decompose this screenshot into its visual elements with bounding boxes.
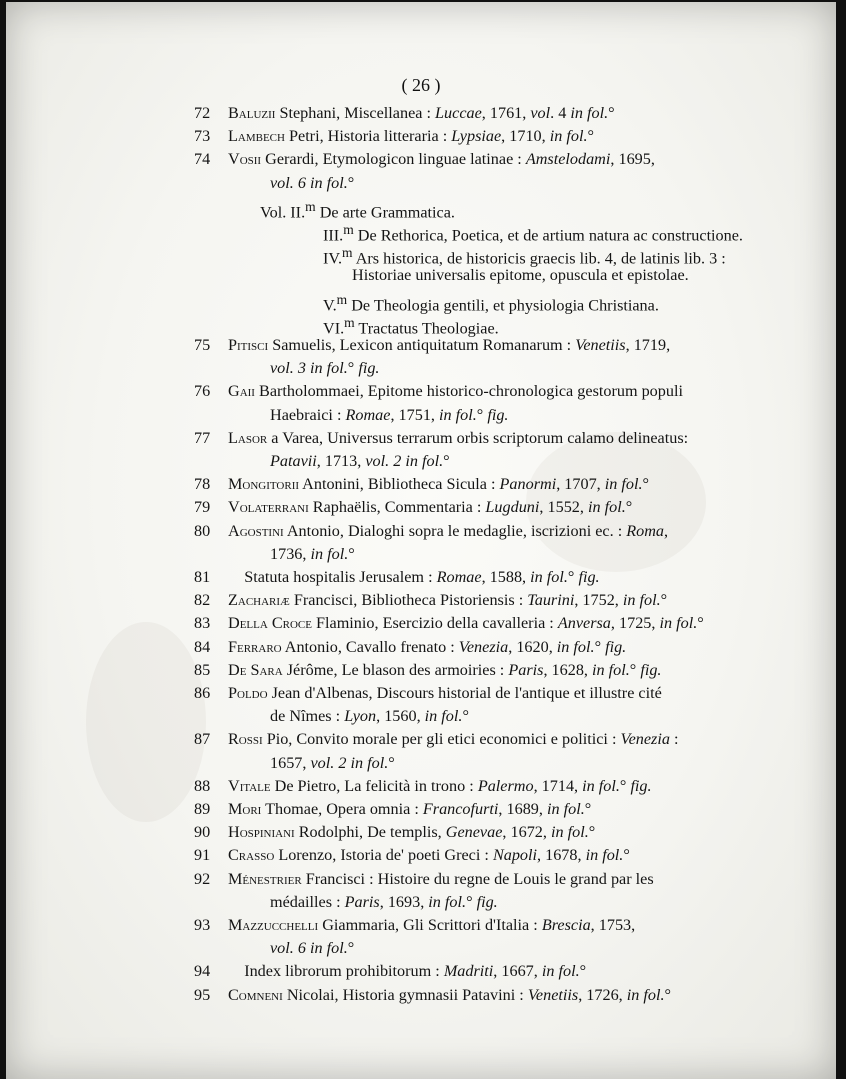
entry-number: 91 [194,846,211,865]
entry-number: 95 [194,985,211,1004]
entry-continuation: 1736, in fol.° [270,544,355,563]
entry-text: Mazzucchelli Giammaria, Gli Scrittori d'Italia : Brescia, 1753, [228,916,636,934]
page-number: ( 26 ) [401,75,441,95]
entry-number: 81 [194,568,211,586]
entry-continuation: Haebraici : Romae, 1751, in fol.° fig. [270,405,509,424]
entry-continuation: médailles : Paris, 1693, in fol.° fig. [270,892,498,911]
entry-number: 92 [194,869,211,888]
catalogue-entry [6,960,836,983]
entry-number: 89 [194,800,211,818]
entry-text: Volaterrani Raphaëlis, Commentaria : Lugduni, 1552, in fol.° [228,498,633,517]
entry-number: 87 [194,730,211,749]
catalogue-entry [6,473,836,496]
entry-text: Crasso Lorenzo, Istoria de' poeti Greci : Napoli, 1678, in fol.° [228,846,630,865]
entry-text: Vosii Gerardi, Etymologicon linguae latinae : Amstelodami, 1695, [228,150,655,169]
catalogue-entry [6,380,836,424]
entry-number: 76 [194,382,211,401]
entry-text: Gaii Bartholommaei, Epitome historico-chronologica gestorum populi [228,382,683,401]
entry-continuation: vol. 3 in fol.° fig. [270,359,380,378]
entry-continuation: de Nîmes : Lyon, 1560, in fol.° [270,707,469,726]
catalogue-entry [6,148,836,192]
entry-continuation: 1657, vol. 2 in fol.° [270,753,395,772]
entry-text: Comneni Nicolai, Historia gymnasii Patavini : Venetiis, 1726, in fol.° [228,985,672,1004]
volume-contents-line: Vol. II.$^m$ De arte Grammatica. [260,198,455,222]
entry-number: 85 [194,660,211,679]
entry-text: Index librorum prohibitorum : Madriti, 1667, in fol.° [228,962,587,981]
entry-number: 75 [194,336,211,354]
entry-text: De Sara Jérôme, Le blason des armoiries : Paris, 1628, in fol.° fig. [228,660,662,679]
entry-number: 78 [194,475,211,494]
catalogue-entry [6,775,836,798]
catalogue-entry [6,241,836,268]
entry-continuation: Patavii, 1713, vol. 2 in fol.° [270,451,450,470]
entry-number: 83 [194,614,211,633]
catalogue-entry [6,914,836,958]
entry-text: Agostini Antonio, Dialoghi sopra le medaglie, iscrizioni ec. : Roma, [228,521,669,540]
volume-contents-line: IV.$^m$ Ars historica, de historicis graecis lib. 4, de latinis lib. 3 : [323,245,726,268]
entry-text: Pitisci Samuelis, Lexicon antiquitatum Romanarum : Venetiis, 1719, [228,336,671,354]
catalogue-entry [6,984,836,1007]
entry-number: 79 [194,498,211,517]
volume-contents-line: III.$^m$ De Rethorica, Poetica, et de artium natura ac constructione. [323,222,743,245]
entry-number: 72 [194,104,211,122]
catalogue-entry [6,844,836,867]
volume-contents-line: Historiae universalis epitome, opuscula et epistolae. [352,266,689,285]
catalogue-entry [6,102,836,125]
entry-continuation: vol. 6 in fol.° [270,173,355,192]
entry-number: 80 [194,521,211,540]
book-page [6,2,836,1079]
catalogue-entry [6,659,836,682]
entry-text: Vitale De Pietro, La felicità in trono : Palermo, 1714, in fol.° fig. [228,776,652,795]
catalogue-entry [6,798,836,821]
entry-continuation: vol. 6 in fol.° [270,939,355,958]
entry-text: Hospiniani Rodolphi, De templis, Genevae, 1672, in fol.° [228,823,596,842]
entry-number: 94 [194,962,211,981]
entry-number: 82 [194,591,211,610]
volume-contents-line: VI.$^m$ Tractatus Theologiae. [323,314,499,338]
entry-text: Lambech Petri, Historia litteraria : Lypsiae, 1710, in fol.° [228,127,594,146]
catalogue-entry [6,427,836,470]
catalogue-entry [6,728,836,772]
catalogue-entry [6,868,836,911]
entry-number: 93 [194,916,211,934]
catalogue-entry [6,218,836,245]
catalogue-entry [6,496,836,519]
catalogue-entry [6,682,836,726]
catalogue-entry [6,195,836,222]
catalogue-entry [6,264,836,287]
catalogue-entry [6,311,836,338]
entry-text: Baluzii Stephani, Miscellanea : Luccae, 1761, vol. 4 in fol.° [228,104,615,122]
catalogue-entry [6,636,836,659]
catalogue-entry [6,566,836,589]
entry-text: Rossi Pio, Convito morale per gli etici economici e politici : Venezia : [228,730,679,749]
catalogue-entry [6,288,836,314]
catalogue-entry [6,520,836,563]
entry-number: 86 [194,684,211,702]
catalogue-entry [6,589,836,612]
catalogue-entry [6,821,836,844]
catalogue-entry [6,125,836,148]
entry-text: Mori Thomae, Opera omnia : Francofurti, 1689, in fol.° [228,800,592,818]
catalogue-entry [6,334,836,378]
entry-number: 90 [194,823,211,842]
entry-text: Poldo Jean d'Albenas, Discours historial de l'antique et illustre cité [228,684,662,702]
entry-text: Mongitorii Antonini, Bibliotheca Sicula : Panormi, 1707, in fol.° [228,475,650,494]
entry-text: Statuta hospitalis Jerusalem : Romae, 1588, in fol.° fig. [228,568,600,586]
entry-number: 74 [194,150,211,169]
entry-text: Ferraro Antonio, Cavallo frenato : Venezia, 1620, in fol.° fig. [228,637,627,656]
entry-text: Zachariæ Francisci, Bibliotheca Pistoriensis : Taurini, 1752, in fol.° [228,591,668,610]
entry-number: 88 [194,776,211,795]
catalogue-entry [6,612,836,635]
entry-text: Della Croce Flaminio, Esercizio della cavalleria : Anversa, 1725, in fol.° [228,614,704,633]
entry-number: 84 [194,637,211,656]
entry-text: Ménestrier Francisci : Histoire du regne de Louis le grand par les [228,869,654,888]
entry-number: 73 [194,127,211,146]
volume-contents-line: V.$^m$ De Theologia gentili, et physiologia Christiana. [323,291,659,314]
entry-text: Lasor a Varea, Universus terrarum orbis scriptorum calamo delineatus: [228,428,689,447]
entry-number: 77 [194,428,211,447]
